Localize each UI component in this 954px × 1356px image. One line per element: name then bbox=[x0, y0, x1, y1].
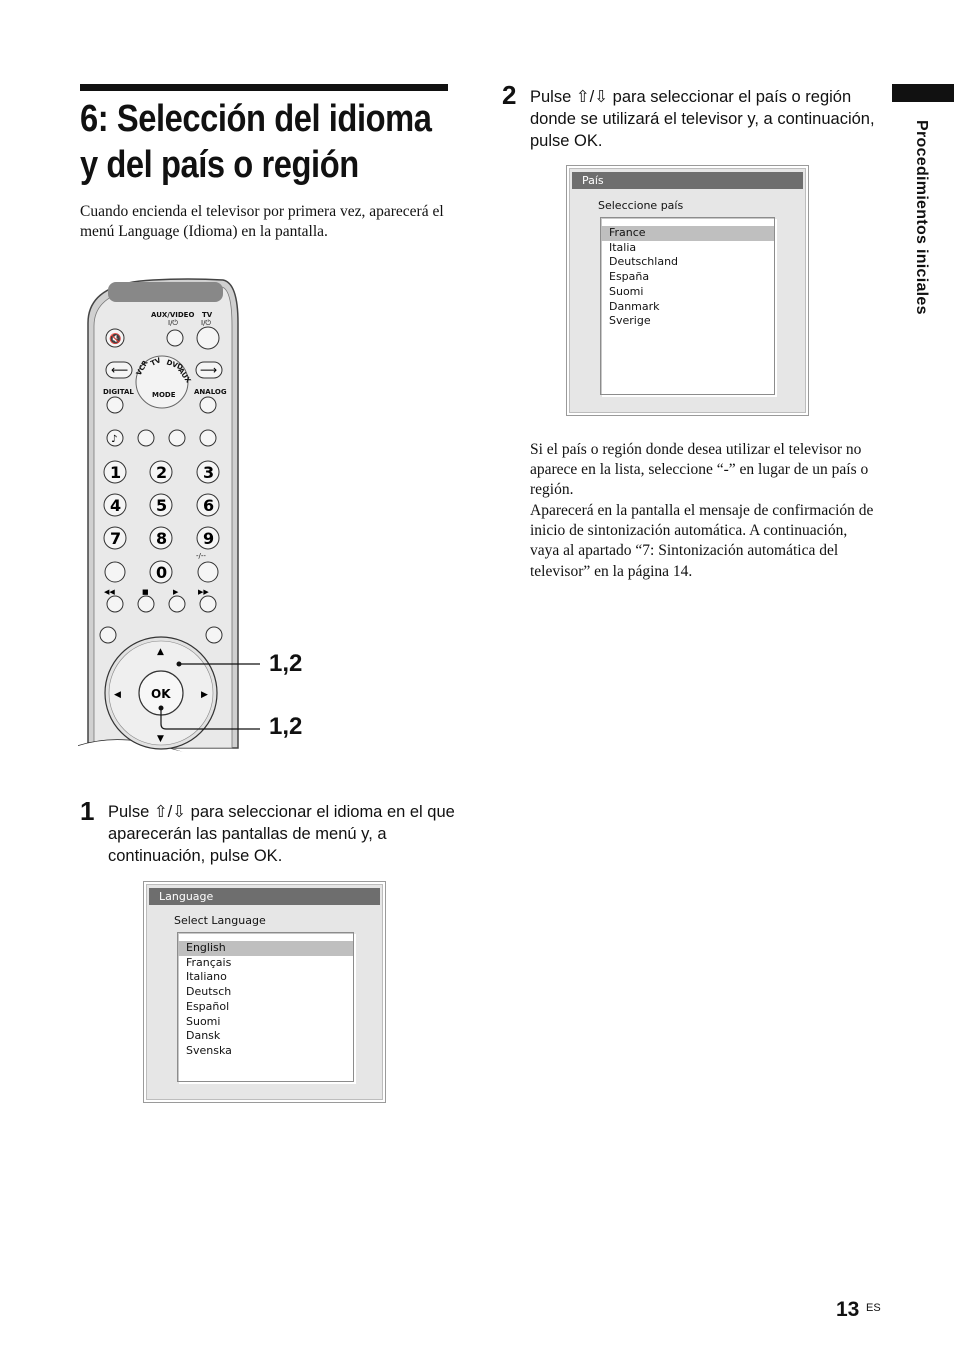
num-0: 0 bbox=[156, 563, 168, 582]
page-title-line1: 6: Selección del idioma bbox=[80, 98, 432, 140]
label-tv: TV bbox=[202, 311, 213, 319]
step2-text: Pulse ⇧/⇩ para seleccionar el país o región donde se utilizará el televisor y, a continuación, pulse OK. bbox=[530, 88, 875, 150]
language-option-suomi[interactable]: Suomi bbox=[186, 1014, 221, 1028]
svg-text:■: ■ bbox=[142, 588, 149, 596]
teletext-button[interactable] bbox=[100, 627, 116, 643]
language-option-espanol[interactable]: Español bbox=[186, 999, 230, 1013]
num-5: 5 bbox=[156, 496, 168, 515]
country-option-sverige[interactable]: Sverige bbox=[609, 314, 651, 328]
svg-text:⟵: ⟵ bbox=[111, 363, 129, 377]
language-option-italiano[interactable]: Italiano bbox=[186, 970, 227, 984]
callout-nav: 1,2 bbox=[269, 650, 303, 677]
label-aux-video: AUX/VIDEO bbox=[151, 311, 195, 319]
language-option-deutsch[interactable]: Deutsch bbox=[186, 985, 232, 999]
num-1: 1 bbox=[110, 463, 122, 482]
country-menu-subtitle: Seleccione país bbox=[598, 199, 684, 212]
country-option-danmark[interactable]: Danmark bbox=[609, 299, 660, 313]
country-list bbox=[600, 217, 775, 395]
step1-text: Pulse ⇧/⇩ para seleccionar el idioma en el que aparecerán las pantallas de menú y, a continuación, pulse OK. bbox=[108, 803, 455, 865]
language-option-dansk[interactable]: Dansk bbox=[186, 1029, 221, 1043]
label-tv-mode: TV bbox=[149, 356, 163, 368]
label-digital: DIGITAL bbox=[103, 388, 134, 396]
label-analog: ANALOG bbox=[194, 388, 227, 396]
language-menu bbox=[143, 881, 386, 1103]
aux-video-power-button[interactable] bbox=[167, 330, 183, 346]
language-list bbox=[177, 932, 354, 1082]
label-dvd: DVD bbox=[165, 358, 185, 372]
svg-text:♪: ♪ bbox=[111, 434, 118, 445]
page-number: 13 bbox=[836, 1298, 860, 1321]
screen-button[interactable] bbox=[169, 430, 185, 446]
intro-paragraph: Cuando encienda el televisor por primera vez, aparecerá el menú Language (Idioma) en la pantalla. bbox=[80, 203, 444, 240]
note-paragraph-2: Aparecerá en la pantalla el mensaje de confirmación de inicio de sintonización automática. A continuación, vaya al apartado “7: Sintonización automática del televisor” en la página 14. bbox=[530, 502, 874, 580]
stop-button[interactable] bbox=[138, 596, 154, 612]
picture-button[interactable] bbox=[138, 430, 154, 446]
digital-button[interactable] bbox=[107, 397, 123, 413]
num-2: 2 bbox=[156, 463, 168, 482]
label-power2: I/⏻ bbox=[201, 319, 211, 327]
language-menu-subtitle: Select Language bbox=[174, 914, 266, 927]
step1-number: 1 bbox=[80, 796, 95, 826]
num-9: 9 bbox=[203, 529, 215, 548]
country-option-italia[interactable]: Italia bbox=[609, 240, 637, 254]
num-8: 8 bbox=[156, 529, 168, 548]
country-menu bbox=[566, 165, 809, 416]
svg-text:◀: ◀ bbox=[114, 690, 121, 700]
input-button[interactable] bbox=[200, 430, 216, 446]
forward-button[interactable] bbox=[200, 596, 216, 612]
label-power1: I/⏻ bbox=[168, 319, 178, 327]
label-aux: AUX bbox=[176, 366, 193, 385]
title-rule bbox=[80, 84, 448, 91]
label-mode: MODE bbox=[152, 391, 176, 399]
side-tab-label: Procedimientos iniciales bbox=[913, 120, 930, 315]
num-3: 3 bbox=[203, 463, 215, 482]
svg-text:▶: ▶ bbox=[173, 588, 179, 596]
play-button[interactable] bbox=[169, 596, 185, 612]
country-option-suomi[interactable]: Suomi bbox=[609, 284, 644, 298]
language-option-english[interactable]: English bbox=[178, 941, 353, 956]
page-title-line2: y del país o región bbox=[80, 144, 359, 186]
menu-button[interactable] bbox=[206, 627, 222, 643]
label-ok: OK bbox=[151, 687, 171, 701]
svg-text:▲: ▲ bbox=[157, 647, 164, 657]
remote-illustration bbox=[78, 278, 318, 784]
label-vcr: VCR bbox=[134, 359, 150, 377]
language-option-francais[interactable]: Français bbox=[186, 955, 232, 969]
label-dash: -/-- bbox=[196, 552, 206, 560]
svg-text:◀◀: ◀◀ bbox=[104, 588, 115, 596]
svg-text:▼: ▼ bbox=[157, 734, 164, 744]
rewind-button[interactable] bbox=[107, 596, 123, 612]
country-option-espana[interactable]: España bbox=[609, 270, 650, 284]
language-option-svenska[interactable]: Svenska bbox=[186, 1043, 232, 1057]
num-6: 6 bbox=[203, 496, 215, 515]
side-tab-bar bbox=[892, 84, 954, 102]
svg-text:⟶: ⟶ bbox=[200, 363, 218, 377]
callout-ok: 1,2 bbox=[269, 713, 303, 740]
num-7: 7 bbox=[110, 529, 122, 548]
language-menu-header: Language bbox=[149, 888, 380, 905]
svg-text:▶: ▶ bbox=[201, 690, 208, 700]
country-option-france[interactable]: France bbox=[601, 226, 774, 241]
num-4: 4 bbox=[110, 496, 122, 515]
svg-text:🔇: 🔇 bbox=[109, 334, 122, 345]
analog-button[interactable] bbox=[200, 397, 216, 413]
svg-text:▶▶: ▶▶ bbox=[198, 588, 209, 596]
tv-power-button[interactable] bbox=[197, 327, 219, 349]
page-title bbox=[80, 96, 458, 188]
step2-number: 2 bbox=[502, 80, 517, 110]
page-language: ES bbox=[866, 1302, 881, 1314]
country-menu-header: País bbox=[572, 172, 803, 189]
country-option-deutschland[interactable]: Deutschland bbox=[609, 255, 679, 269]
note-paragraph-1: Si el país o región donde desea utilizar el televisor no aparece en la lista, seleccione “-” en lugar de un país o región. bbox=[530, 441, 869, 499]
